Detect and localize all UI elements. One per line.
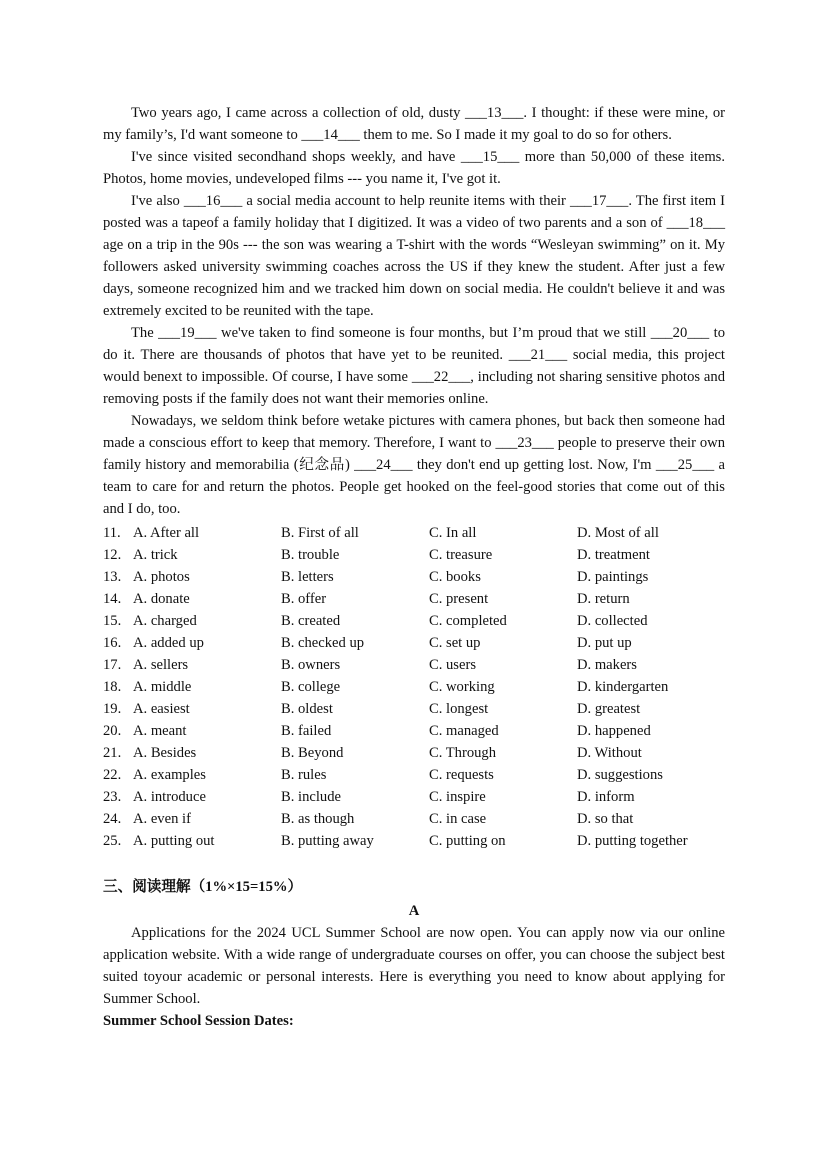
option-d: D. greatest — [576, 701, 641, 717]
option-a: A. meant — [132, 723, 187, 739]
option-c: C. users — [428, 657, 477, 673]
option-d: D. return — [576, 591, 630, 607]
question-number: 21. — [103, 745, 122, 761]
option-d: D. treatment — [576, 547, 650, 563]
option-c: C. completed — [428, 613, 507, 629]
passage-paragraph: I've since visited secondhand shops weekly, and have ___15___ more than 50,000 of these items. Photos, home movies, undeveloped films --- you name it, I've got it. — [103, 149, 725, 187]
question-number: 25. — [103, 833, 122, 849]
option-a: A. Besides — [132, 745, 197, 761]
option-d: D. put up — [576, 635, 632, 651]
option-c: C. treasure — [428, 547, 493, 563]
question-row — [103, 720, 725, 742]
question-row — [103, 522, 725, 544]
option-d: D. Without — [576, 745, 642, 761]
option-b: B. rules — [280, 767, 327, 783]
question-row — [103, 830, 725, 852]
passage-paragraph: I've also ___16___ a social media account to help reunite items with their ___17___. The first item I posted was a tapeof a family holiday that I digitized. It was a video of two parents and a son of ___18___ age on a trip in the 90s --- the son was wearing a T-shirt with the words “Wesleyan swimming” on it. My followers asked university swimming coaches across the US if they knew the student. After just a few days, someone recognized him and we tracked him down on social media. He couldn't believe it and was extremely excited to be reunited with the tape. — [103, 193, 725, 319]
option-b: B. trouble — [280, 547, 340, 563]
option-c: C. requests — [428, 767, 494, 783]
question-row — [103, 676, 725, 698]
option-d: D. makers — [576, 657, 637, 673]
question-row — [103, 786, 725, 808]
option-a: A. examples — [132, 767, 206, 783]
cloze-passage — [103, 102, 725, 520]
intro-paragraph: Applications for the 2024 UCL Summer School are now open. You can apply now via our online application website. With a wide range of undergraduate courses on offer, you can choose the subject best suited toyour academic or personal interests. Here is everything you need to know about applying for Summer School. — [103, 925, 725, 1007]
question-number: 16. — [103, 635, 122, 651]
option-c: C. books — [428, 569, 481, 585]
option-b: B. First of all — [280, 525, 359, 541]
question-number: 12. — [103, 547, 122, 563]
option-a: A. even if — [132, 811, 191, 827]
option-d: D. so that — [576, 811, 634, 827]
option-d: D. kindergarten — [576, 679, 669, 695]
passage-label: A — [408, 903, 420, 919]
answer-options — [103, 522, 725, 852]
option-d: D. inform — [576, 789, 635, 805]
option-b: B. checked up — [280, 635, 365, 651]
question-row — [103, 654, 725, 676]
question-number: 20. — [103, 723, 122, 739]
option-c: C. in case — [428, 811, 487, 827]
passage-paragraph: Two years ago, I came across a collection of old, dusty ___13___. I thought: if these were mine, or my family’s, I'd want someone to ___14___ them to me. So I made it my goal to do so for others. — [103, 105, 725, 143]
option-d: D. paintings — [576, 569, 649, 585]
option-c: C. set up — [428, 635, 481, 651]
question-number: 13. — [103, 569, 122, 585]
option-a: A. added up — [132, 635, 204, 651]
question-row — [103, 742, 725, 764]
option-b: B. college — [280, 679, 341, 695]
option-a: A. putting out — [132, 833, 215, 849]
option-c: C. longest — [428, 701, 489, 717]
option-d: D. suggestions — [576, 767, 663, 783]
option-a: A. donate — [132, 591, 190, 607]
option-b: B. as though — [280, 811, 355, 827]
question-number: 15. — [103, 613, 122, 629]
option-a: A. After all — [132, 525, 200, 541]
question-number: 18. — [103, 679, 122, 695]
option-c: C. inspire — [428, 789, 486, 805]
section-title: 三、阅读理解（1%×15=15%） — [103, 879, 303, 895]
question-number: 11. — [103, 525, 121, 541]
passage-paragraph: Nowadays, we seldom think before wetake pictures with camera phones, but back then someone had made a conscious effort to keep that memory. Therefore, I want to ___23___ people to preserve their own family history and memorabilia (纪念品) ___24___ they don't end up getting lost. Now, I'm ___25___ a team to care for and return the photos. People get hooked on the feel-good stories that come out of this and I do, too. — [103, 413, 725, 517]
option-a: A. charged — [132, 613, 197, 629]
option-b: B. letters — [280, 569, 334, 585]
option-b: B. putting away — [280, 833, 374, 849]
option-b: B. created — [280, 613, 341, 629]
question-row — [103, 698, 725, 720]
reading-section — [103, 876, 725, 1032]
question-row — [103, 764, 725, 786]
option-b: B. oldest — [280, 701, 333, 717]
question-row — [103, 588, 725, 610]
passage-paragraph: The ___19___ we've taken to find someone is four months, but I’m proud that we still ___20___ to do it. There are thousands of photos that have yet to be reunited. ___21___ social media, this project would benext to impossible. Of course, I have some ___22___, including not sharing sensitive photos and removing posts if the family does not want their memories online. — [103, 325, 725, 407]
question-number: 24. — [103, 811, 122, 827]
option-c: C. Through — [428, 745, 497, 761]
option-c: C. present — [428, 591, 489, 607]
option-a: A. trick — [132, 547, 178, 563]
question-number: 14. — [103, 591, 122, 607]
subheading: Summer School Session Dates: — [103, 1013, 294, 1029]
option-b: B. offer — [280, 591, 327, 607]
question-number: 23. — [103, 789, 122, 805]
option-c: C. In all — [428, 525, 477, 541]
question-number: 22. — [103, 767, 122, 783]
option-b: B. failed — [280, 723, 332, 739]
option-a: A. sellers — [132, 657, 189, 673]
question-row — [103, 566, 725, 588]
option-d: D. collected — [576, 613, 648, 629]
option-b: B. owners — [280, 657, 341, 673]
option-b: B. Beyond — [280, 745, 344, 761]
option-a: A. easiest — [132, 701, 190, 717]
question-row — [103, 544, 725, 566]
option-a: A. introduce — [132, 789, 206, 805]
question-number: 17. — [103, 657, 122, 673]
option-d: D. putting together — [576, 833, 688, 849]
question-row — [103, 610, 725, 632]
option-d: D. happened — [576, 723, 651, 739]
option-c: C. working — [428, 679, 495, 695]
option-d: D. Most of all — [576, 525, 659, 541]
option-c: C. managed — [428, 723, 499, 739]
option-a: A. photos — [132, 569, 190, 585]
question-number: 19. — [103, 701, 122, 717]
option-c: C. putting on — [428, 833, 506, 849]
question-row — [103, 808, 725, 830]
question-row — [103, 632, 725, 654]
option-a: A. middle — [132, 679, 192, 695]
option-b: B. include — [280, 789, 341, 805]
